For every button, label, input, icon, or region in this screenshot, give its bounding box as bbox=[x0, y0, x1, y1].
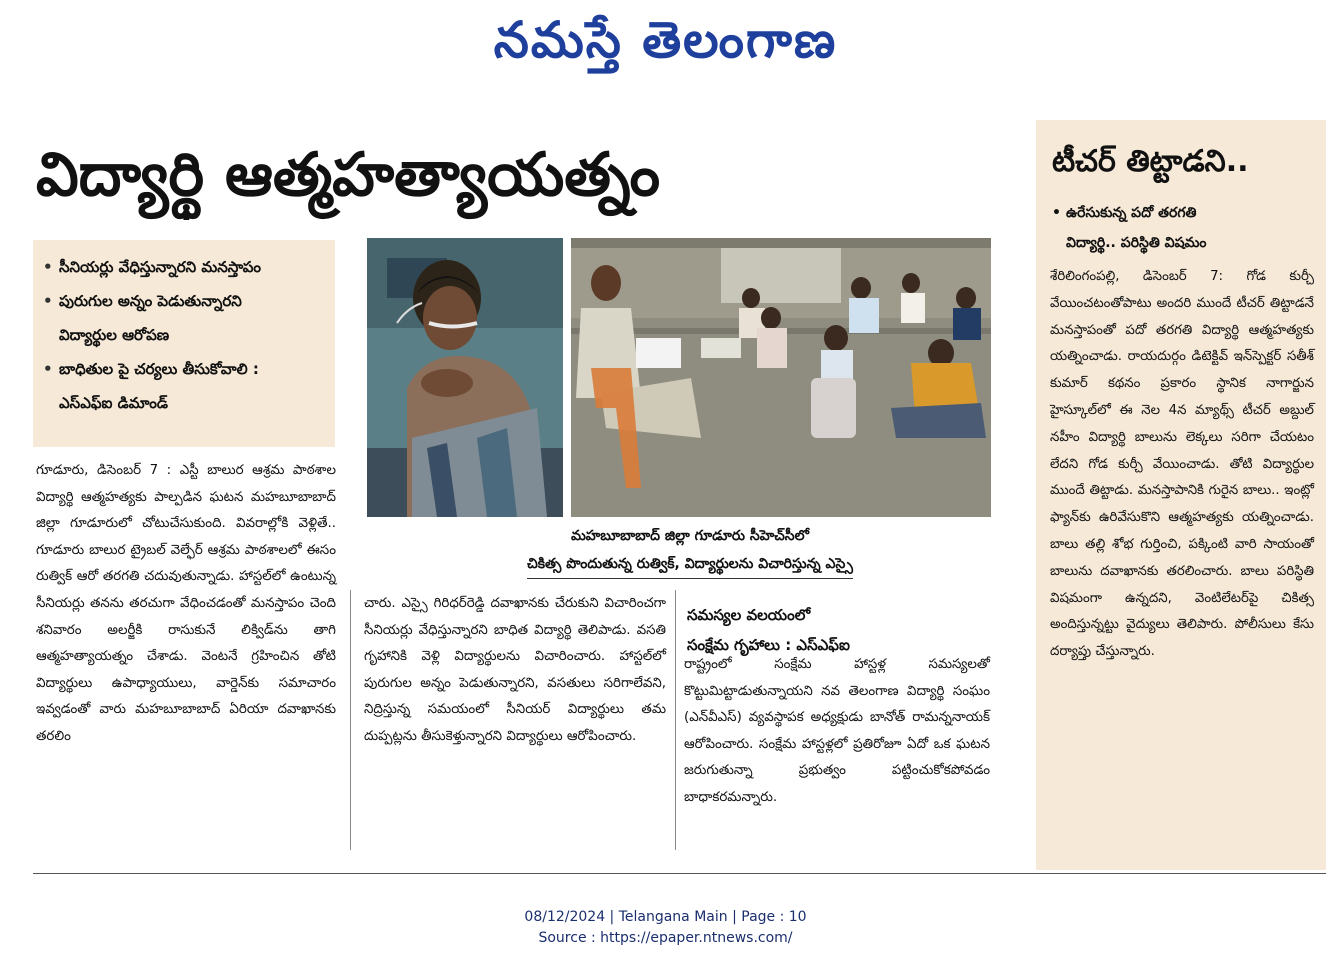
sidebar-title: టీచర్ తిట్టాడని.. bbox=[1052, 144, 1249, 179]
highlight-box bbox=[33, 240, 335, 447]
sidebar-body bbox=[1050, 264, 1314, 666]
column-divider bbox=[350, 590, 351, 850]
footer-source-line: Source : https://epaper.ntnews.com/ bbox=[538, 930, 793, 946]
caption-line-2: చికిత్స పొందుతున్న రుత్విక్, విద్యార్థులను విచారిస్తున్న ఎస్సై bbox=[527, 550, 853, 579]
headline: విద్యార్థి ఆత్మహత్యాయత్నం bbox=[36, 140, 661, 210]
bullet-icon: • bbox=[1052, 205, 1061, 221]
article-paragraph: చారు. ఎస్సై గిరిధర్‌రెడ్డి దవాఖానకు చేరుకుని విచారించగా సీనియర్లు వేధిస్తున్నారని బాధిత విద్యార్థి తెలిపాడు. వసతి గృహానికి వెళ్లి విద్యార్థులను విచారించారు. హాస్టల్‌లో పురుగుల అన్నం పెడుతున్నారని, వసతులు సరిగాలేవని, నిద్రిస్తున్న సమయంలో సీనియర్ విద్యార్థులు తమ దుప్పట్లను తీసుకెళ్తున్నారని విద్యార్థులు ఆరోపించారు. bbox=[364, 596, 666, 744]
bullet-text: పురుగుల అన్నం పెడుతున్నారని bbox=[59, 292, 242, 310]
bullet-text: సీనియర్లు వేధిస్తున్నారని మనస్తాపం bbox=[59, 258, 262, 276]
article-paragraph: గూడూరు, డిసెంబర్ 7 : ఎస్టీ బాలుర ఆశ్రమ పాఠశాల విద్యార్థి ఆత్మహత్యకు పాల్పడిన ఘటన మహబూబాబాద్ జిల్లా గూడూరులో చోటుచేసుకుంది. వివరాల్లోకి వెళ్లితే.. గూడూరు బాలుర ట్రైబల్ వెల్ఫేర్ ఆశ్రమ పాఠశాలలో ఈసం రుత్విక్ ఆరో తరగతి చదువుతున్నాడు. హాస్టల్‌లో ఉంటున్న సీనియర్లు తనను తరచుగా వేధించడంతో మనస్తాపం చెంది శనివారం అలర్జీకి రాసుకునే లిక్విడ్‌ను తాగి ఆత్మహత్యాయత్నం చేశాడు. వెంటనే గ్రహించిన తోటి విద్యార్థులు ఉపాధ్యాయులు, వార్డెన్‌కు సమాచారం ఇవ్వడంతో వారు మహబూబాబాద్ ఏరియా దవాఖానకు తరలిం bbox=[36, 463, 336, 744]
sidebar-subhead-line-1: ఉరేసుకున్న పదో తరగతి bbox=[1066, 205, 1197, 221]
bullet-item bbox=[43, 352, 329, 386]
article-column-2 bbox=[364, 591, 666, 751]
sidebar-subhead bbox=[1052, 198, 1312, 258]
masthead: నమస్తే తెలంగాణ bbox=[493, 10, 838, 69]
article-paragraph: రాష్ట్రంలో సంక్షేమ హాస్టళ్ల సమస్యలతో కొట్టుమిట్టాడుతున్నాయని నవ తెలంగాణ విద్యార్థి సంఘం (ఎన్‌వీఎస్) వ్యవస్థాపక అధ్యక్షుడు బానోత్ రామన్ననాయక్ ఆరోపించారు. సంక్షేమ హాస్టళ్లలో ప్రతిరోజూ ఏదో ఒక ఘటన జరుగుతున్నా ప్రభుత్వం పట్టించుకోకపోవడం బాధాకరమన్నారు. bbox=[684, 657, 990, 805]
subhead-line-1: సమస్యల వలయంలో bbox=[687, 606, 811, 624]
photo-caption bbox=[440, 522, 940, 579]
bullet-continuation bbox=[43, 318, 329, 352]
article-column-1 bbox=[36, 458, 336, 751]
photo-police-students bbox=[571, 238, 991, 517]
page-bottom-rule bbox=[33, 873, 1326, 874]
footer-date-line: 08/12/2024 | Telangana Main | Page : 10 bbox=[524, 909, 807, 925]
bullet-text: ఎస్ఎఫ్ఐ డిమాండ్ bbox=[59, 394, 168, 412]
sidebar-article bbox=[1036, 120, 1326, 870]
subhead-line-2: సంక్షేమ గృహాలు : ఎస్ఎఫ్ఐ bbox=[687, 636, 850, 654]
column-divider bbox=[675, 590, 676, 850]
bullet-continuation bbox=[43, 386, 329, 420]
caption-line-1: మహబూబాబాద్ జిల్లా గూడూరు సీహెచ్‌సీలో bbox=[570, 528, 810, 544]
footer bbox=[0, 907, 1331, 949]
sidebar-paragraph: శేరిలింగంపల్లి, డిసెంబర్ 7: గోడ కుర్చీ వేయించటంతోపాటు అందరి ముందే టీచర్ తిట్టాడనే మనస్తాపంతో పదో తరగతి విద్యార్థి ఆత్మహత్యకు యత్నించాడు. రాయదుర్గం డిటెక్టివ్ ఇన్‌స్పెక్టర్ సతీశ్ కుమార్ కథనం ప్రకారం స్థానిక నాగార్జున హైస్కూల్‌లో ఈ నెల 4న మ్యాథ్స్ టీచర్ అబ్దుల్ నహీం విద్యార్థి బాలును లెక్కలు సరిగా చేయటం లేదని గోడ కుర్చీ వేయించాడు. తోటి విద్యార్థుల ముందే తిట్టాడు. మనస్తాపానికి గురైన బాలు.. ఇంట్లో ఫ్యాన్‌కు ఉరివేసుకొని ఆత్మహత్యకు యత్నించాడు. బాలు తల్లి శోభ గుర్తించి, పక్కింటి వారి సాయంతో బాలును దవాఖానకు తరలించారు. బాలు పరిస్థితి విషమంగా ఉన్నదని, వెంటిలేటర్‌పై చికిత్స అందిస్తున్నట్టు వైద్యులు తెలిపారు. పోలీసులు కేసు దర్యాప్తు చేస్తున్నారు. bbox=[1050, 269, 1314, 660]
bullet-item bbox=[43, 284, 329, 318]
sidebar-subhead-line-2: విద్యార్థి.. పరిస్థితి విషమం bbox=[1066, 235, 1207, 251]
bullet-text: విద్యార్థుల ఆరోపణ bbox=[59, 326, 170, 344]
hospital-photo-graphic bbox=[367, 238, 563, 517]
subhead bbox=[687, 600, 987, 660]
photo-student-hospital bbox=[367, 238, 563, 517]
bullet-text: బాధితుల పై చర్యలు తీసుకోవాలి : bbox=[59, 360, 259, 378]
article-column-3 bbox=[684, 652, 990, 812]
hostel-photo-graphic bbox=[571, 238, 991, 517]
bullet-item bbox=[43, 250, 329, 284]
